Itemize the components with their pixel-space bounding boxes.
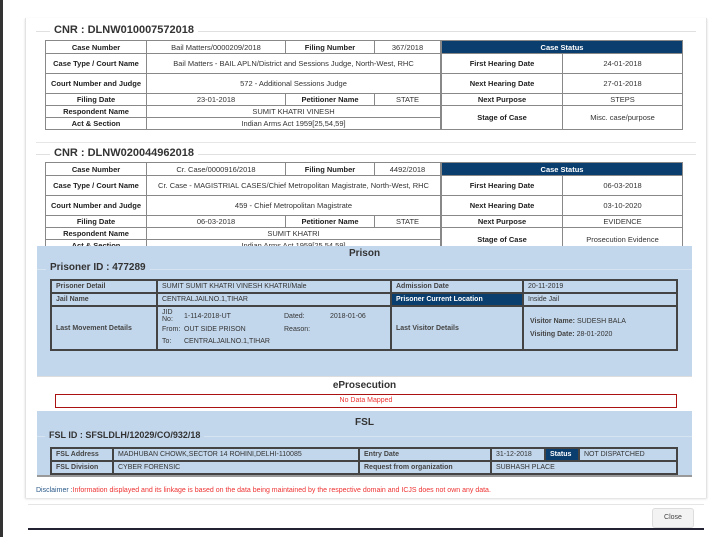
visiting-date-value: 28-01-2020 xyxy=(576,331,613,338)
filing-number-value: 4492/2018 xyxy=(375,163,441,176)
current-location-label: Prisoner Current Location xyxy=(391,293,523,306)
case-type-label: Case Type / Court Name xyxy=(46,176,147,196)
dated-label: Dated: xyxy=(284,312,305,320)
petitioner-name-label: Petitioner Name xyxy=(286,94,375,106)
case-details-table xyxy=(45,40,441,130)
eprosecution-section xyxy=(37,376,692,405)
disclaimer-label: Disclaimer : xyxy=(36,487,73,494)
table-row xyxy=(442,94,683,106)
footer-border xyxy=(28,528,704,530)
act-section-label: Act & Section xyxy=(46,118,147,130)
fsl-table xyxy=(50,447,678,475)
reason-label: Reason: xyxy=(284,325,311,333)
stage-of-case-value: Misc. case/purpose xyxy=(563,106,683,130)
fsl-status-label: Status xyxy=(545,448,579,461)
next-purpose-label: Next Purpose xyxy=(442,216,563,228)
stage-of-case-label: Stage of Case xyxy=(442,228,563,252)
case-type-label: Case Type / Court Name xyxy=(46,54,147,74)
first-hearing-label: First Hearing Date xyxy=(442,176,563,196)
jail-name-label: Jail Name xyxy=(51,293,157,306)
table-row xyxy=(46,74,441,94)
filing-date-value: 06-03-2018 xyxy=(147,216,286,228)
current-location-value: Inside Jail xyxy=(523,293,677,306)
stage-of-case-value: Prosecution Evidence xyxy=(563,228,683,252)
last-movement-details xyxy=(157,306,391,350)
jid-value: 1-114-2018-UT xyxy=(184,312,231,320)
table-row xyxy=(46,54,441,74)
act-section-value: Indian Arms Act 1959[25,54,59] xyxy=(147,118,441,130)
fsl-division-value: CYBER FORENSIC xyxy=(113,461,359,474)
case-panel-1 xyxy=(26,18,706,146)
entry-date-value: 31-12-2018 xyxy=(491,448,545,461)
table-row xyxy=(442,106,683,130)
stage-of-case-label: Stage of Case xyxy=(442,106,563,130)
table-row xyxy=(46,216,441,228)
from-value: OUT SIDE PRISON xyxy=(184,325,246,333)
next-hearing-label: Next Hearing Date xyxy=(442,196,563,216)
visitor-name-label: Visitor Name: xyxy=(530,318,575,325)
case-type-value: Bail Matters - BAIL APLN/District and Sessions Judge, North-West, RHC xyxy=(147,54,441,74)
next-purpose-value: EVIDENCE xyxy=(563,216,683,228)
next-purpose-label: Next Purpose xyxy=(442,94,563,106)
filing-date-value: 23-01-2018 xyxy=(147,94,286,106)
fsl-address-label: FSL Address xyxy=(51,448,113,461)
request-org-label: Request from organization xyxy=(359,461,491,474)
prisoner-detail-label: Prisoner Detail xyxy=(51,280,157,293)
filing-date-label: Filing Date xyxy=(46,216,147,228)
table-row xyxy=(46,106,441,118)
cnr-label: CNR : DLNW010007572018 xyxy=(50,24,198,36)
table-row xyxy=(51,306,677,350)
window-edge xyxy=(0,0,3,537)
visitor-name-value: SUDESH BALA xyxy=(576,318,626,325)
close-button[interactable]: Close xyxy=(652,508,694,528)
fsl-status-value: NOT DISPATCHED xyxy=(579,448,677,461)
admission-date-label: Admission Date xyxy=(391,280,523,293)
prisoner-id: Prisoner ID : 477289 xyxy=(46,262,150,273)
prisoner-table xyxy=(50,279,678,351)
disclaimer-text: Information displayed and its linkage is based on the data being maintained by the respective domain and ICJS does not own any data. xyxy=(72,487,491,494)
filing-date-label: Filing Date xyxy=(46,94,147,106)
respondent-name-label: Respondent Name xyxy=(46,228,147,240)
modal-body xyxy=(25,18,707,498)
table-row xyxy=(46,94,441,106)
petitioner-name-label: Petitioner Name xyxy=(286,216,375,228)
to-value: CENTRALJAILNO.1,TIHAR xyxy=(184,337,270,345)
table-row xyxy=(46,118,441,130)
filing-number-value: 367/2018 xyxy=(375,41,441,54)
case-number-label: Case Number xyxy=(46,41,147,54)
first-hearing-label: First Hearing Date xyxy=(442,54,563,74)
respondent-name-label: Respondent Name xyxy=(46,106,147,118)
disclaimer xyxy=(36,487,491,494)
next-purpose-value: STEPS xyxy=(563,94,683,106)
petitioner-name-value: STATE xyxy=(375,216,441,228)
to-label: To: xyxy=(162,337,172,345)
table-row xyxy=(442,41,683,54)
jid-label: JID No: xyxy=(162,309,173,323)
prison-title: Prison xyxy=(348,248,381,259)
fsl-id: FSL ID : SFSLDLH/12029/CO/932/18 xyxy=(45,430,204,440)
fsl-address-value: MADHUBAN CHOWK,SECTOR 14 ROHINI,DELHI-110085 xyxy=(113,448,359,461)
admission-date-value: 20-11-2019 xyxy=(523,280,677,293)
no-data-message: No Data Mapped xyxy=(55,394,677,408)
table-row xyxy=(442,216,683,228)
case-details-table xyxy=(45,162,441,252)
next-hearing-value: 03-10-2020 xyxy=(563,196,683,216)
table-row xyxy=(442,54,683,74)
prison-section xyxy=(37,246,692,376)
table-row xyxy=(46,41,441,54)
table-row xyxy=(51,461,677,474)
from-label: From: xyxy=(162,325,181,333)
table-row xyxy=(46,228,441,240)
table-row xyxy=(442,74,683,94)
next-hearing-value: 27-01-2018 xyxy=(563,74,683,94)
entry-date-label: Entry Date xyxy=(359,448,491,461)
court-number-label: Court Number and Judge xyxy=(46,74,147,94)
prisoner-detail-value: SUMIT SUMIT KHATRI VINESH KHATRI/Male xyxy=(157,280,391,293)
court-number-label: Court Number and Judge xyxy=(46,196,147,216)
respondent-name-value: SUMIT KHATRI VINESH xyxy=(147,106,441,118)
fsl-division-label: FSL Division xyxy=(51,461,113,474)
case-number-value: Bail Matters/0000209/2018 xyxy=(147,41,286,54)
petitioner-name-value: STATE xyxy=(375,94,441,106)
filing-number-label: Filing Number xyxy=(286,163,375,176)
case-status-table xyxy=(441,40,683,130)
cnr-label: CNR : DLNW020044962018 xyxy=(50,147,198,159)
fsl-section xyxy=(37,411,692,477)
filing-number-label: Filing Number xyxy=(286,41,375,54)
case-status-table xyxy=(441,162,683,252)
fsl-title: FSL xyxy=(355,417,374,428)
visiting-date-label: Visiting Date: xyxy=(530,331,575,338)
table-row xyxy=(46,163,441,176)
court-number-value: 459 - Chief Metropolitan Magistrate xyxy=(147,196,441,216)
first-hearing-value: 06-03-2018 xyxy=(563,176,683,196)
table-row xyxy=(46,176,441,196)
case-status-header: Case Status xyxy=(442,41,683,54)
court-number-value: 572 - Additional Sessions Judge xyxy=(147,74,441,94)
jail-name-value: CENTRALJAILNO.1,TIHAR xyxy=(157,293,391,306)
case-status-header: Case Status xyxy=(442,163,683,176)
table-row xyxy=(51,293,677,306)
dated-value: 2018-01-06 xyxy=(330,312,366,320)
table-row xyxy=(51,448,677,461)
case-number-label: Case Number xyxy=(46,163,147,176)
table-row xyxy=(442,196,683,216)
table-row xyxy=(442,163,683,176)
last-movement-label: Last Movement Details xyxy=(51,306,157,350)
next-hearing-label: Next Hearing Date xyxy=(442,74,563,94)
table-row xyxy=(46,196,441,216)
case-type-value: Cr. Case - MAGISTRIAL CASES/Chief Metropolitan Magistrate, North-West, RHC xyxy=(147,176,441,196)
eprosecution-title: eProsecution xyxy=(332,380,397,391)
footer-divider xyxy=(28,504,704,505)
first-hearing-value: 24-01-2018 xyxy=(563,54,683,74)
table-row xyxy=(51,280,677,293)
last-visitor-details xyxy=(523,306,677,350)
table-row xyxy=(442,176,683,196)
case-number-value: Cr. Case/0000916/2018 xyxy=(147,163,286,176)
request-org-value: SUBHASH PLACE xyxy=(491,461,677,474)
last-visitor-label: Last Visitor Details xyxy=(391,306,523,350)
respondent-name-value: SUMIT KHATRI xyxy=(147,228,441,240)
